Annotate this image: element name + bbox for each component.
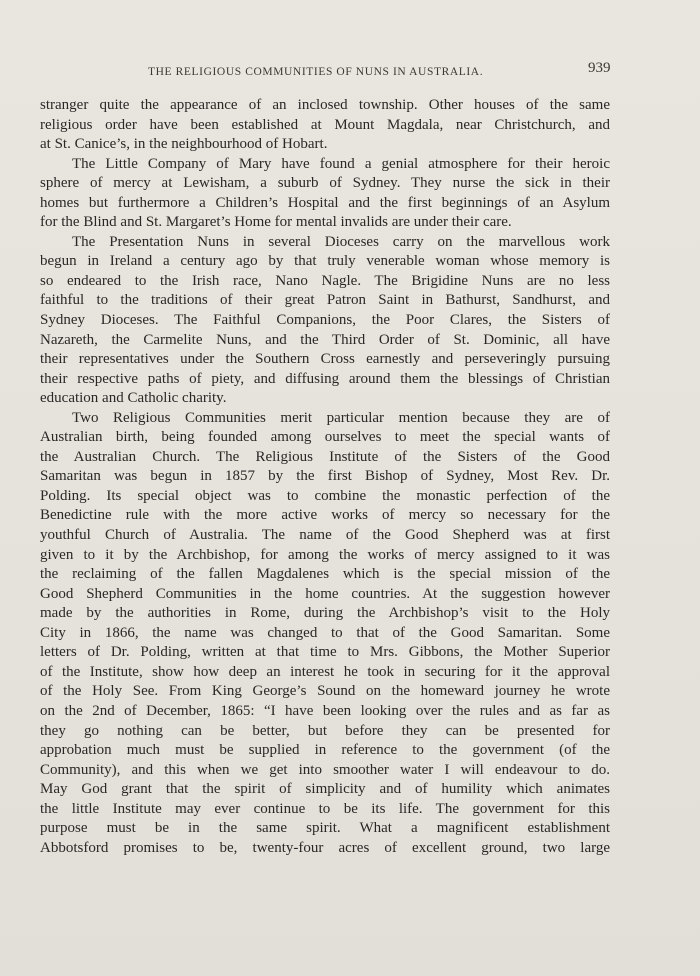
text-line: of the Institute, show how deep an interest he took in securing for it the approval — [40, 663, 610, 680]
text-line: Polding. Its special object was to combine the monastic perfection of the — [40, 487, 610, 504]
page-number: 939 — [588, 60, 611, 76]
text-line: homes but furthermore a Children’s Hospital and the first beginnings of an Asylum — [40, 194, 610, 211]
text-line: Benedictine rule with the more active works of mercy so necessary for the — [40, 507, 610, 524]
text-line: Samaritan was begun in 1857 by the first Bishop of Sydney, Most Rev. Dr. — [40, 468, 610, 485]
text-line: so endeared to the Irish race, Nano Nagle. The Brigidine Nuns are no less — [40, 272, 610, 289]
text-line: religious order have been established at Mount Magdala, near Christchurch, and — [40, 116, 610, 133]
text-line: Abbotsford promises to be, twenty-four acres of excellent ground, two large — [40, 839, 610, 856]
text-line: approbation much must be supplied in reference to the government (of the — [40, 742, 610, 759]
text-line: for the Blind and St. Margaret’s Home for mental invalids are under their care. — [40, 214, 512, 231]
text-line: given to it by the Archbishop, for among the works of mercy assigned to it was — [40, 546, 610, 563]
text-line: on the 2nd of December, 1865: “I have been looking over the rules and as far as — [40, 702, 610, 719]
text-line: begun in Ireland a century ago by that truly venerable woman whose memory is — [40, 253, 610, 270]
text-line: of the Holy See. From King George’s Sound on the homeward journey he wrote — [40, 683, 610, 700]
text-line: Nazareth, the Carmelite Nuns, and the Third Order of St. Dominic, all have — [40, 331, 610, 348]
text-line: the Australian Church. The Religious Institute of the Sisters of the Good — [40, 448, 610, 465]
text-line: the reclaiming of the fallen Magdalenes which is the special mission of the — [40, 566, 610, 583]
text-line: their respective paths of piety, and diffusing around them the blessings of Christian — [40, 370, 610, 387]
text-line: sphere of mercy at Lewisham, a suburb of Sydney. They nurse the sick in their — [40, 175, 610, 192]
text-line: May God grant that the spirit of simplicity and of humility which animates — [40, 781, 610, 798]
running-head: THE RELIGIOUS COMMUNITIES OF NUNS IN AUSTRALIA. — [148, 66, 484, 78]
text-line: made by the authorities in Rome, during the Archbishop’s visit to the Holy — [40, 605, 610, 622]
text-line: Two Religious Communities merit particular mention because they are of — [72, 409, 610, 426]
text-line: Sydney Dioceses. The Faithful Companions, the Poor Clares, the Sisters of — [40, 312, 610, 329]
text-line: Community), and this when we get into smoother water I will endeavour to do. — [40, 761, 610, 778]
text-line: City in 1866, the name was changed to that of the Good Samaritan. Some — [40, 624, 610, 641]
text-line: faithful to the traditions of their great Patron Saint in Bathurst, Sandhurst, and — [40, 292, 610, 309]
text-line: Good Shepherd Communities in the home countries. At the suggestion however — [40, 585, 610, 602]
text-line: Australian birth, being founded among ourselves to meet the special wants of — [40, 429, 610, 446]
text-line: at St. Canice’s, in the neighbourhood of Hobart. — [40, 136, 328, 153]
text-line: youthful Church of Australia. The name of the Good Shepherd was at first — [40, 527, 610, 544]
text-line: purpose must be in the same spirit. What a magnificent establishment — [40, 820, 610, 837]
text-line: the little Institute may ever continue to be its life. The government for this — [40, 800, 610, 817]
text-line: their representatives under the Southern Cross earnestly and perseveringly pursuing — [40, 351, 610, 368]
text-line: The Presentation Nuns in several Dioceses carry on the marvellous work — [72, 233, 610, 250]
text-line: The Little Company of Mary have found a genial atmosphere for their heroic — [72, 155, 610, 172]
text-line: they go nothing can be better, but before they can be presented for — [40, 722, 610, 739]
text-line: education and Catholic charity. — [40, 390, 227, 407]
text-line: stranger quite the appearance of an inclosed township. Other houses of the same — [40, 97, 610, 113]
body-text — [40, 96, 610, 858]
text-line: letters of Dr. Polding, written at that time to Mrs. Gibbons, the Mother Superior — [40, 644, 610, 661]
